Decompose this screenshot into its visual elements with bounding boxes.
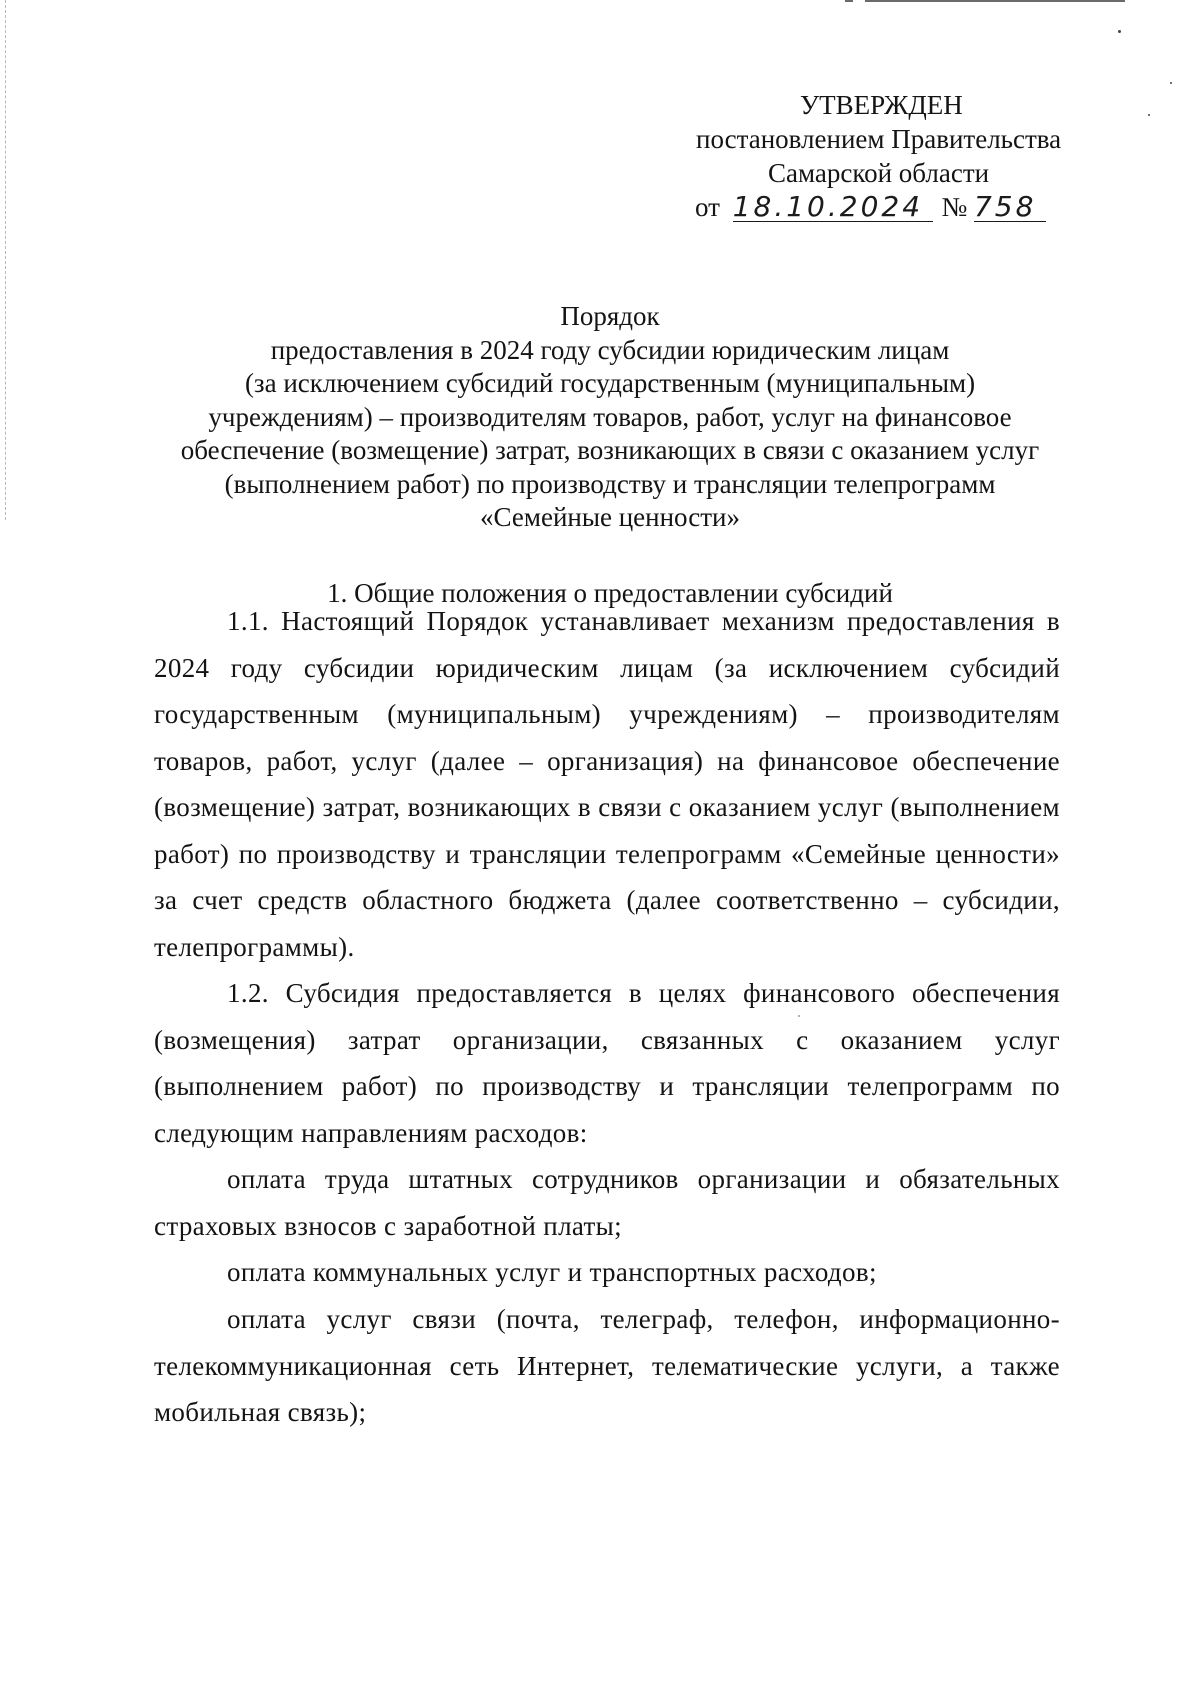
paragraph-line: страховых взносов с заработной платы; — [154, 1210, 623, 1241]
section-heading: 1. Общие положения о предоставлении субсидий — [327, 578, 893, 608]
approval-line-government: постановлением Правительства — [696, 124, 1062, 154]
paragraph-line: (возмещения) затрат организации, связанных с оказанием услуг — [154, 1024, 1060, 1055]
paragraph-line: государственным (муниципальным) учреждениям) – производителям — [154, 699, 1060, 729]
paragraph-line: оплата коммунальных услуг и транспортных расходов; — [227, 1257, 877, 1287]
number-field — [973, 190, 1046, 223]
scan-top-line-artifact — [865, 0, 1125, 2]
paragraph-line: (возмещение) затрат, возникающих в связи с оказанием услуг (выполнением — [154, 792, 1060, 822]
title-heading: Порядок — [560, 301, 660, 331]
paragraph-line: следующим направлениям расходов: — [154, 1117, 588, 1148]
paragraph-line: оплата услуг связи (почта, телеграф, телефон, информационно- — [227, 1304, 1060, 1334]
paragraph-line: телекоммуникационная сеть Интернет, телематические услуги, а также — [154, 1350, 1060, 1381]
paragraph-1-2 — [154, 970, 1060, 1156]
scan-dot-artifact — [1118, 30, 1121, 33]
scan-dot-artifact — [1170, 82, 1172, 84]
scan-edge-artifact — [5, 0, 7, 520]
title-line: обеспечение (возмещение) затрат, возникающих в связи с оказанием услуг — [180, 435, 1040, 465]
date-prefix: от — [695, 192, 720, 222]
title-line: (за исключением субсидий государственным (муниципальным) — [244, 368, 976, 398]
paragraph-line: телепрограммы). — [154, 931, 355, 962]
approval-date-line — [640, 190, 1080, 230]
paragraph-line: (выполнением работ) по производству и трансляции телепрограмм по — [154, 1071, 1060, 1101]
date-value: 18.10.2024 — [732, 190, 924, 223]
title-line: «Семейные ценности» — [480, 502, 740, 532]
title-line: предоставления в 2024 году субсидии юридическим лицам — [270, 334, 950, 365]
approval-block — [640, 88, 1080, 230]
paragraph-1-1 — [154, 598, 1060, 970]
paragraph-line: оплата труда штатных сотрудников организации и обязательных — [227, 1164, 1060, 1194]
paragraph-line: мобильная связь); — [154, 1397, 367, 1427]
paragraph-line: 1.1. Настоящий Порядок устанавливает механизм предоставления в — [227, 606, 1060, 636]
expense-item-staff — [154, 1156, 1060, 1249]
approval-line-region: Самарской области — [768, 158, 990, 188]
paragraph-line: работ) по производству и трансляции телепрограмм «Семейные ценности» — [154, 838, 1060, 869]
expense-item-communications — [154, 1296, 1060, 1436]
paragraph-line: товаров, работ, услуг (далее – организация) на финансовое обеспечение — [154, 745, 1060, 776]
paragraph-line: 1.2. Субсидия предоставляется в целях финансового обеспечения — [227, 978, 1060, 1008]
paragraph-line: 2024 году субсидии юридическим лицам (за исключением субсидий — [154, 652, 1060, 683]
paragraph-line: за счет средств областного бюджета (далее соответственно – субсидии, — [154, 885, 1060, 915]
number-value: 758 — [973, 190, 1037, 223]
scan-top-line-artifact — [845, 0, 853, 2]
scan-dot-artifact — [1148, 114, 1150, 116]
approval-heading: УТВЕРЖДЕН — [800, 90, 963, 120]
document-title — [150, 300, 1070, 535]
number-prefix: № — [941, 192, 968, 222]
expense-item-utilities — [154, 1249, 1060, 1296]
date-field — [732, 190, 933, 223]
title-line: (выполнением работ) по производству и трансляции телепрограмм — [224, 468, 996, 499]
title-line: учреждениям) – производителям товаров, работ, услуг на финансовое — [208, 401, 1012, 432]
